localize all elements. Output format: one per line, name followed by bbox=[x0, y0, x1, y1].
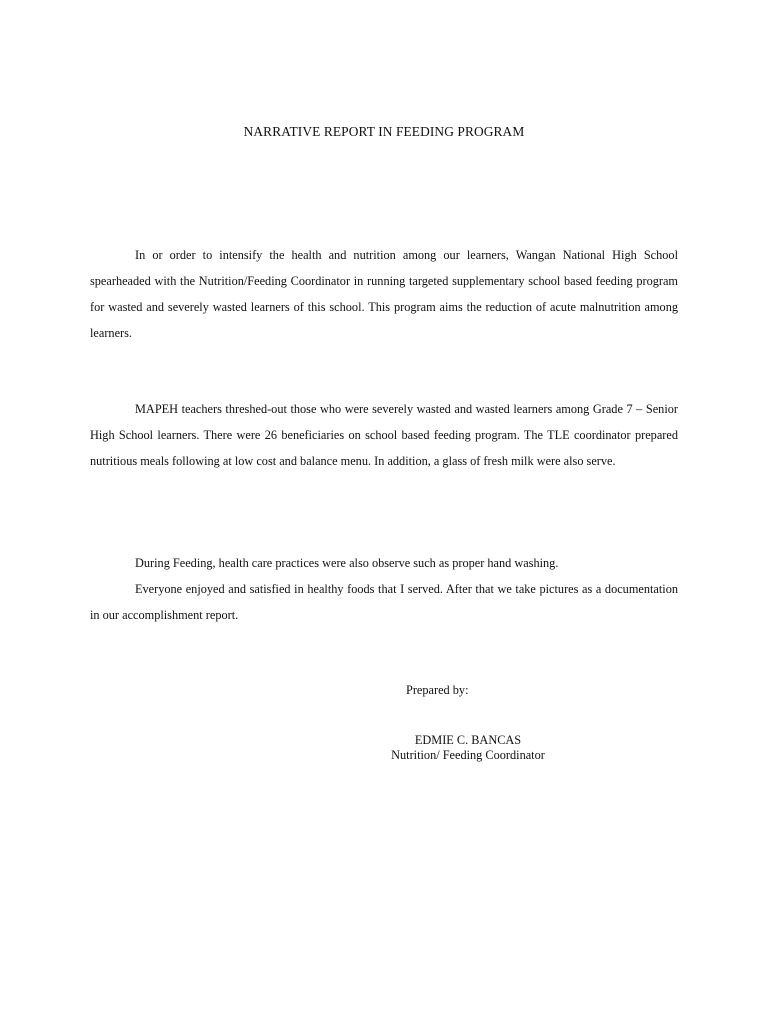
signature-block bbox=[368, 733, 568, 763]
signatory-position: Nutrition/ Feeding Coordinator bbox=[391, 748, 545, 762]
paragraph-beneficiaries: MAPEH teachers threshed-out those who were severely wasted and wasted learners among Grade 7 – Senior High School learners. There were 26 beneficiaries on school based feeding program. The TLE coordinator prepared nutritious meals following at low cost and balance menu. In addition, a glass of fresh milk were also serve. bbox=[90, 402, 678, 468]
signatory-name: EDMIE C. BANCAS bbox=[414, 733, 522, 747]
document-title: NARRATIVE REPORT IN FEEDING PROGRAM bbox=[243, 124, 525, 139]
prepared-by-label: Prepared by: bbox=[406, 683, 469, 697]
paragraph-introduction: In or order to intensify the health and nutrition among our learners, Wangan National High School spearheaded with the Nutrition/Feeding Coordinator in running targeted supplementary school based feeding program for wasted and severely wasted learners of this school. This program aims the reduction of acute malnutrition among learners. bbox=[90, 248, 678, 340]
paragraph-conclusion: Everyone enjoyed and satisfied in healthy foods that I served. After that we take pictures as a documentation in our accomplishment report. bbox=[90, 582, 678, 622]
paragraph-health-practices: During Feeding, health care practices were also observe such as proper hand washing. bbox=[135, 556, 559, 570]
